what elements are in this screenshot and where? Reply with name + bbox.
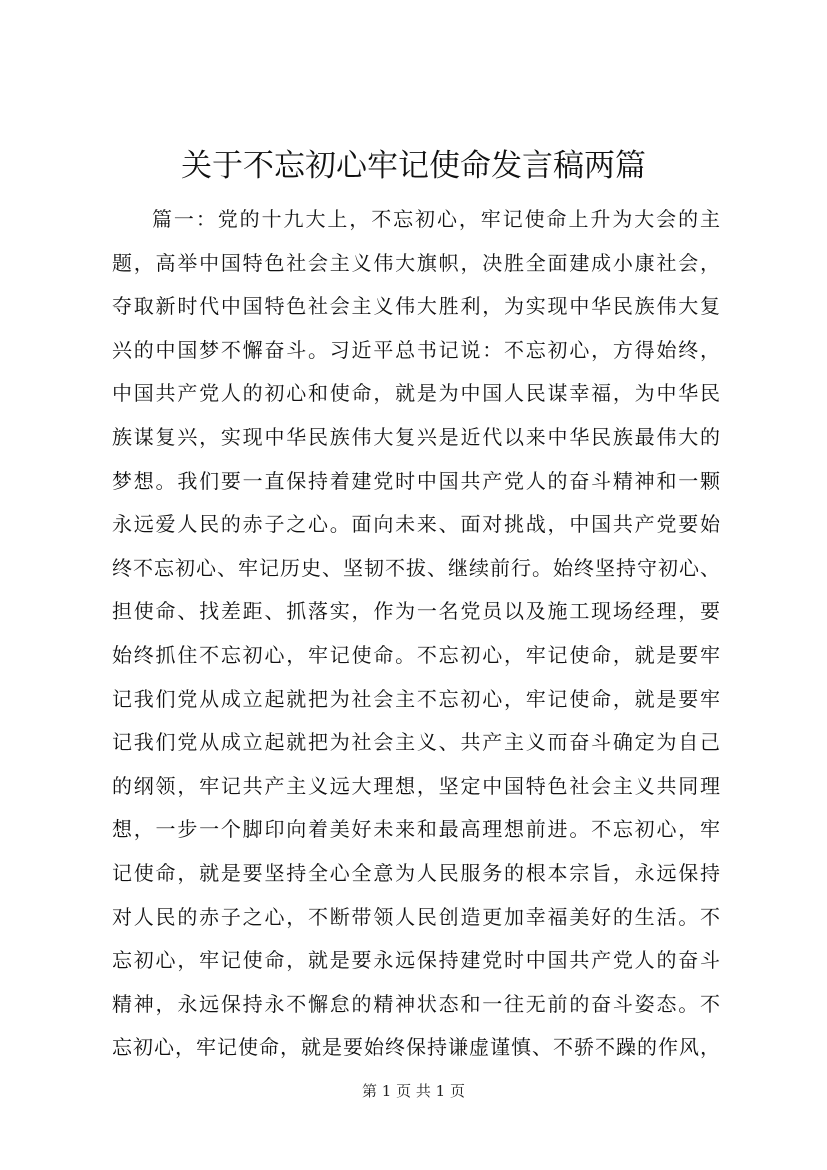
body-line: 忘初心，牢记使命，就是要始终保持谦虚谨慎、不骄不躁的作风， [112, 1035, 720, 1060]
body-line: 梦想。我们要一直保持着建党时中国共产党人的奋斗精神和一颗 [112, 468, 720, 493]
body-line: 的纲领，牢记共产主义远大理想，坚定中国特色社会主义共同理 [112, 773, 720, 798]
body-line: 篇一：党的十九大上，不忘初心，牢记使命上升为大会的主 [152, 207, 720, 231]
body-line: 对人民的赤子之心，不断带领人民创造更加幸福美好的生活。不 [112, 904, 720, 929]
body-line: 中国共产党人的初心和使命，就是为中国人民谋幸福，为中华民 [112, 381, 720, 406]
body-line: 记我们党从成立起就把为社会主不忘初心，牢记使命，就是要牢 [112, 686, 720, 711]
body-line: 精神，永远保持永不懈怠的精神状态和一往无前的奋斗姿态。不 [112, 991, 720, 1016]
body-line: 夺取新时代中国特色社会主义伟大胜利，为实现中华民族伟大复 [112, 294, 720, 319]
body-line: 记我们党从成立起就把为社会主义、共产主义而奋斗确定为自己 [112, 730, 720, 755]
body-line: 担使命、找差距、抓落实，作为一名党员以及施工现场经理，要 [112, 599, 720, 624]
document-title: 关于不忘初心牢记使命发言稿两篇 [181, 148, 646, 184]
body-line: 始终抓住不忘初心，牢记使命。不忘初心，牢记使命，就是要牢 [112, 642, 720, 667]
body-line: 兴的中国梦不懈奋斗。习近平总书记说：不忘初心，方得始终， [112, 337, 720, 362]
body-line: 想，一步一个脚印向着美好未来和最高理想前进。不忘初心，牢 [112, 817, 720, 842]
body-line: 忘初心，牢记使命，就是要永远保持建党时中国共产党人的奋斗 [112, 948, 720, 973]
body-line: 终不忘初心、牢记历史、坚韧不拔、继续前行。始终坚持守初心、 [112, 555, 720, 580]
document-body [112, 198, 720, 1070]
body-line: 永远爱人民的赤子之心。面向未来、面对挑战，中国共产党要始 [112, 512, 720, 537]
body-line: 记使命，就是要坚持全心全意为人民服务的根本宗旨，永远保持 [112, 860, 720, 885]
page-footer: 第 1 页 共 1 页 [362, 1082, 465, 1100]
body-line: 族谋复兴，实现中华民族伟大复兴是近代以来中华民族最伟大的 [112, 424, 720, 449]
body-line: 题，高举中国特色社会主义伟大旗帜，决胜全面建成小康社会， [112, 250, 720, 275]
